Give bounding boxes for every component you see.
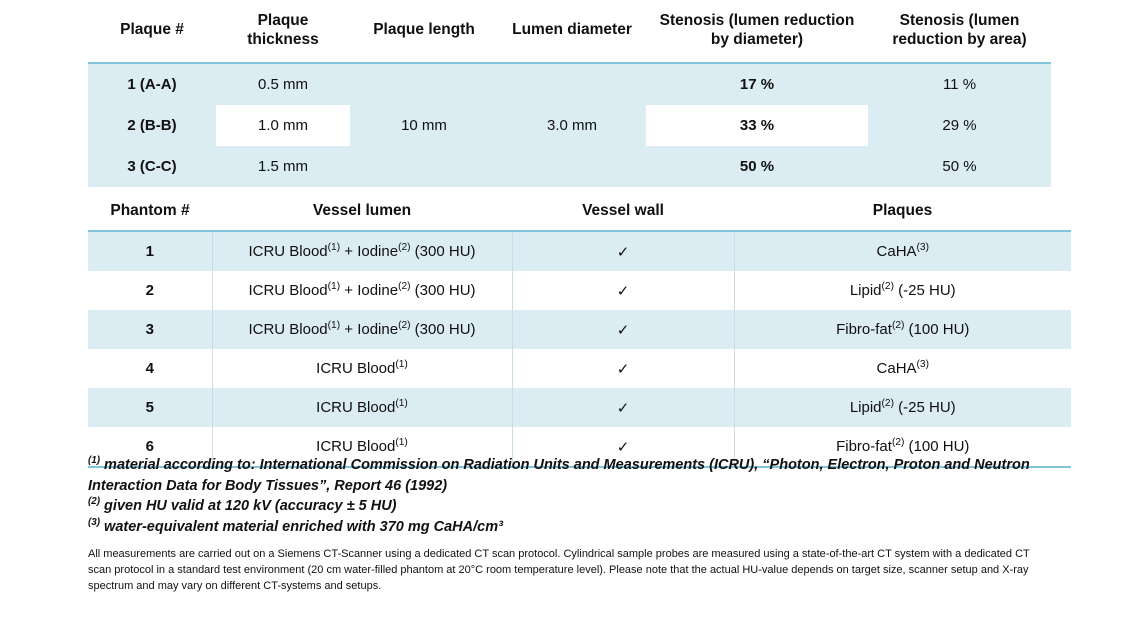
col-stenosis-area: Stenosis (lumen reduction by area) <box>868 8 1051 63</box>
cell-stenosis-area: 50 % <box>868 146 1051 187</box>
cell-stenosis-area: 11 % <box>868 63 1051 105</box>
cell-vessel-lumen: ICRU Blood$^{(1)}$ <box>212 427 512 467</box>
footnote-2-marker: (2) <box>88 496 101 508</box>
col-plaques: Plaques <box>734 196 1071 231</box>
col-phantom-number: Phantom # <box>88 196 212 231</box>
footnote-1 <box>88 455 1048 496</box>
cell-vessel-lumen: ICRU Blood$^{(1)}$ <box>212 349 512 388</box>
table-header-row <box>88 196 1071 231</box>
cell-plaque-number: 1 (A-A) <box>88 63 216 105</box>
cell-vessel-wall-check: ✓ <box>512 231 734 271</box>
cell-phantom-number: 2 <box>88 271 212 310</box>
cell-plaque-material: CaHA$^{(3)}$ <box>734 231 1071 271</box>
cell-plaque-number: 3 (C-C) <box>88 146 216 187</box>
cell-phantom-number: 4 <box>88 349 212 388</box>
col-plaque-length: Plaque length <box>350 8 498 63</box>
cell-phantom-number: 5 <box>88 388 212 427</box>
cell-vessel-lumen: ICRU Blood$^{(1)}$ + Iodine$^{(2)}$ (300 HU) <box>212 271 512 310</box>
table-row <box>88 231 1071 271</box>
footnote-2 <box>88 496 1048 517</box>
footnote-2-text: given HU valid at 120 kV (accuracy ± 5 HU) <box>100 498 397 515</box>
cell-phantom-number: 1 <box>88 231 212 271</box>
cell-plaque-thickness: 1.5 mm <box>216 146 350 187</box>
cell-vessel-wall-check: ✓ <box>512 310 734 349</box>
cell-phantom-number: 6 <box>88 427 212 467</box>
phantom-configuration-table <box>88 196 1071 468</box>
cell-stenosis-diameter: 17 % <box>646 63 868 105</box>
table-header-row <box>88 8 1051 63</box>
table-row <box>88 349 1071 388</box>
plaque-specification-table <box>88 8 1051 187</box>
cell-vessel-wall-check: ✓ <box>512 388 734 427</box>
cell-plaque-material: Lipid$^{(2)}$ (-25 HU) <box>734 388 1071 427</box>
cell-phantom-number: 3 <box>88 310 212 349</box>
cell-vessel-lumen: ICRU Blood$^{(1)}$ + Iodine$^{(2)}$ (300 HU) <box>212 310 512 349</box>
cell-plaque-material: Fibro-fat$^{(2)}$ (100 HU) <box>734 427 1071 467</box>
measurement-disclaimer: All measurements are carried out on a Siemens CT-Scanner using a dedicated CT scan protocol. Cylindrical sample probes are measured using a state-of-the-art CT system with a dedicated CT scan protocol in a standard test environment (20 cm water-filled phantom at 20°C room temperature level). Please note that the actual HU-value depends on target size, scanner setup and X-ray spectrum and may vary on different CT-systems and setups. <box>88 548 1030 593</box>
cell-lumen-diameter: 3.0 mm <box>498 63 646 187</box>
col-vessel-lumen: Vessel lumen <box>212 196 512 231</box>
table-row <box>88 63 1051 105</box>
cell-stenosis-diameter: 33 % <box>646 105 868 146</box>
cell-vessel-wall-check: ✓ <box>512 427 734 467</box>
footnote-1-text: material according to: International Commission on Radiation Units and Measurements (ICRU), “Photon, Electron, Proton and Neutron Interaction Data for Body Tissues”, Report 46 (1992) <box>88 457 1030 494</box>
col-vessel-wall: Vessel wall <box>512 196 734 231</box>
footnotes-block <box>88 455 1048 595</box>
cell-vessel-lumen: ICRU Blood$^{(1)}$ + Iodine$^{(2)}$ (300 HU) <box>212 231 512 271</box>
footnote-3-marker: (3) <box>88 516 101 528</box>
cell-stenosis-area: 29 % <box>868 105 1051 146</box>
col-lumen-diameter: Lumen diameter <box>498 8 646 63</box>
cell-plaque-material: Fibro-fat$^{(2)}$ (100 HU) <box>734 310 1071 349</box>
cell-plaque-material: Lipid$^{(2)}$ (-25 HU) <box>734 271 1071 310</box>
col-plaque-number: Plaque # <box>88 8 216 63</box>
table-row <box>88 388 1071 427</box>
cell-plaque-thickness: 1.0 mm <box>216 105 350 146</box>
footnote-3-text: water-equivalent material enriched with 370 mg CaHA/cm³ <box>100 518 503 535</box>
footnote-1-marker: (1) <box>88 455 101 467</box>
cell-plaque-length: 10 mm <box>350 63 498 187</box>
cell-plaque-material: CaHA$^{(3)}$ <box>734 349 1071 388</box>
footnote-3 <box>88 517 1048 538</box>
cell-plaque-number: 2 (B-B) <box>88 105 216 146</box>
cell-stenosis-diameter: 50 % <box>646 146 868 187</box>
cell-vessel-lumen: ICRU Blood$^{(1)}$ <box>212 388 512 427</box>
col-plaque-thickness: Plaque thickness <box>216 8 350 63</box>
table-row <box>88 271 1071 310</box>
table-row <box>88 310 1071 349</box>
cell-vessel-wall-check: ✓ <box>512 349 734 388</box>
cell-vessel-wall-check: ✓ <box>512 271 734 310</box>
cell-plaque-thickness: 0.5 mm <box>216 63 350 105</box>
col-stenosis-diameter: Stenosis (lumen reduction by diameter) <box>646 8 868 63</box>
